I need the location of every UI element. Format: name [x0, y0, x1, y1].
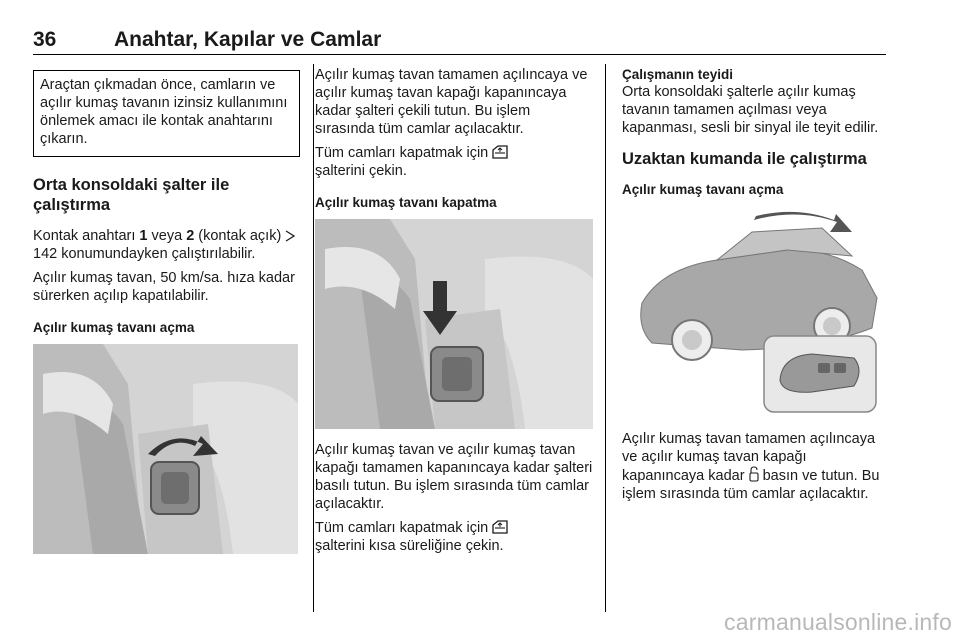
section-heading-remote: Uzaktan kumanda ile çalıştırma: [622, 150, 867, 168]
subheading-close-roof: Açılır kumaş tavanı kapatma: [315, 195, 497, 210]
subheading-open-roof-remote: Açılır kumaş tavanı açma: [622, 182, 784, 197]
subheading-confirmation: Çalışmanın teyidi: [622, 67, 734, 82]
warning-text: Araçtan çıkmadan önce, camların ve açılır kumaş tavanın izinsiz kullanımını önlemek amacı ile kontak anahtarını çıkarın.: [40, 77, 288, 147]
page-title: Anahtar, Kapılar ve Camlar: [114, 28, 382, 51]
paragraph-confirmation: Orta konsoldaki şalterle açılır kumaş tavanın tamamen açılması veya kapanması, sesli bir sinyal ile teyit edilir.: [622, 84, 879, 136]
illustration-car-remote: [622, 208, 884, 416]
column-divider: [605, 64, 606, 612]
illustration-console-switch-pull: [33, 344, 298, 554]
paragraph-speed: Açılır kumaş tavan, 50 km/sa. hıza kadar sürerken açılıp kapatılabilir.: [33, 270, 295, 304]
page-header: [33, 24, 886, 55]
paragraph-hold-pulled: Açılır kumaş tavan tamamen açılıncaya ve açılır kumaş tavan kapağı kapanıncaya kadar şalteri çekili tutun. Bu işlem sırasında tüm camlar açılacaktır.: [315, 67, 588, 137]
arrow-ref-icon: [285, 230, 295, 242]
subheading-open-roof: Açılır kumaş tavanı açma: [33, 320, 195, 335]
column-divider: [313, 64, 314, 612]
column-middle: [315, 66, 593, 555]
section-heading-console-switch: Orta konsoldaki şalter ile çalıştırma: [33, 176, 230, 214]
column-right: [622, 66, 890, 503]
window-switch-icon: [492, 520, 508, 534]
window-switch-icon: [492, 145, 508, 159]
column-left: [33, 66, 298, 554]
watermark: carmanualsonline.info: [724, 609, 952, 635]
paragraph-ignition: Kontak anahtarı 1 veya 2 (kontak açık) 142 konumundayken çalıştırılabilir.: [33, 227, 298, 263]
paragraph-close-windows: Tüm camları kapatmak için şalterini çekin.: [315, 144, 593, 180]
warning-box: [33, 70, 300, 157]
paragraph-remote-hold: Açılır kumaş tavan tamamen açılıncaya ve açılır kumaş tavan kapağı kapanıncaya kadar basın ve tutun. Bu işlem sırasında tüm camlar açılacaktır.: [622, 431, 880, 502]
unlock-button-icon: [749, 466, 759, 482]
page-number: 36: [33, 28, 57, 51]
paragraph-close-windows-short: Tüm camları kapatmak için şalterini kısa süreliğine çekin.: [315, 519, 593, 555]
illustration-console-switch-press: [315, 219, 593, 429]
paragraph-hold-pressed: Açılır kumaş tavan ve açılır kumaş tavan kapağı tamamen kapanıncaya kadar şalteri basılı tutun. Bu işlem sırasında tüm camlar açılacaktır.: [315, 442, 593, 512]
